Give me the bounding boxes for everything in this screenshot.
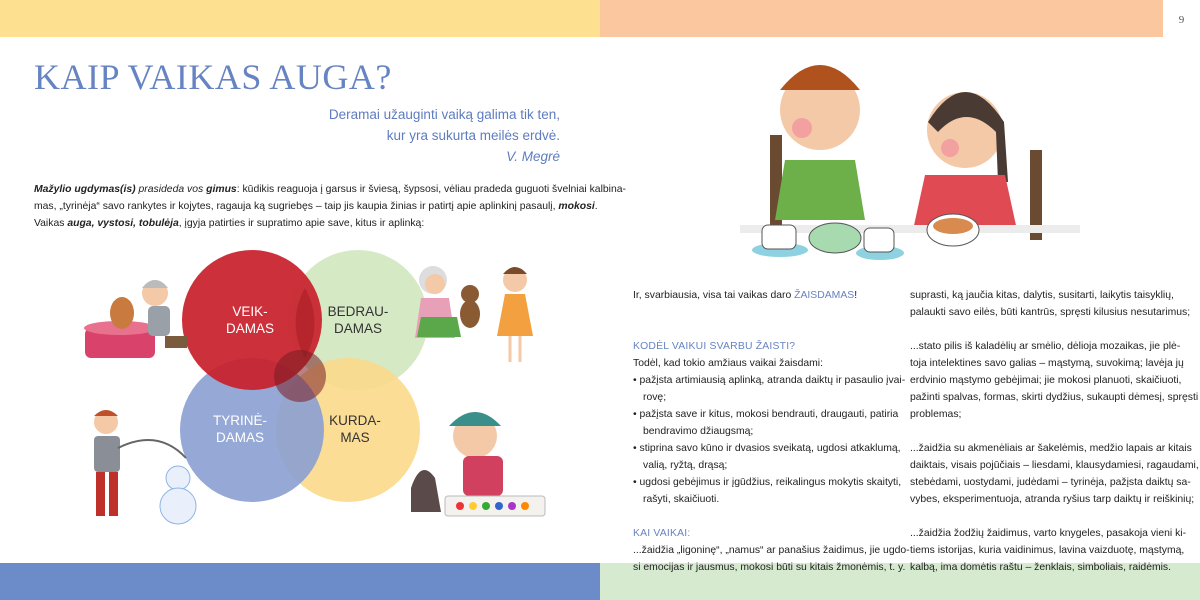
text-column-left (633, 287, 910, 576)
venn-label-tyrinedamas: TYRINĖ- DAMAS (213, 413, 267, 445)
paragraph-line: ...žaidžia žodžių žaidimus, varto knygeles, pasakoja vieni ki- (910, 528, 1187, 539)
venn-center (274, 350, 326, 402)
paragraph-line: stebėdami, uostydami, judėdami – tyrinėja, pažįsta daiktų sa- (910, 477, 1191, 488)
venn-label-kurdamas: KURDA- MAS (329, 413, 381, 445)
section-heading: KODĖL VAIKUI SVARBU ŽAISTI? (633, 341, 796, 352)
bottom-band-left (0, 563, 600, 600)
illustration-child-washing-dog (80, 268, 190, 363)
illustration-child-snowman (78, 408, 208, 533)
paragraph-line: ...žaidžia „ligoninę“, „namus“ ar panašius žaidimus, jie ugdo- (633, 545, 910, 556)
venn-diagram (170, 248, 430, 508)
illustration-children-with-teddy (415, 262, 545, 372)
paragraph-line: vybes, eksperimentuoja, atranda ryšius tarp daiktų ir reiškinių; (910, 494, 1195, 505)
bullet-line: valią, ryžtą, drąsą; (643, 460, 728, 471)
paragraph-line: Todėl, kad tokio amžiaus vaikai žaisdami: (633, 358, 824, 369)
paragraph-line: problemas; (910, 409, 962, 420)
bullet-line: bendravimo džiaugsmą; (643, 426, 754, 437)
paragraph-line: palaukti savo eilės, būti kantrūs, spręsti kilusius nesutarimus; (910, 307, 1191, 318)
paragraph-line: ...žaidžia su akmenėliais ar šakelėmis, medžio lapais ar kitais (910, 443, 1192, 454)
paragraph-line: kalbą, ima domėtis raštu – ženklais, simboliais, raidėmis. (910, 562, 1172, 573)
illustration-children-feeding (740, 50, 1080, 275)
paragraph-line: daiktais, visais pojūčiais – liesdami, klausydamiesi, ragaudami, (910, 460, 1199, 471)
page-number: 9 (1178, 14, 1185, 26)
venn-label-veikdamas: VEIK- DAMAS (225, 304, 274, 336)
lead-line: Ir, svarbiausia, visa tai vaikas daro ŽAISDAMAS! (633, 290, 858, 301)
epigraph-quote (300, 104, 560, 167)
paragraph-line: suprasti, ką jaučia kitas, dalytis, susitarti, laikytis taisyklių, (910, 290, 1174, 301)
intro-paragraph (34, 181, 626, 232)
page-title: KAIP VAIKAS AUGA? (34, 57, 392, 97)
top-band-left (0, 0, 600, 37)
bullet-line: • pažįsta save ir kitus, mokosi bendrauti, draugauti, patiria (633, 409, 899, 420)
illustration-child-painting (405, 408, 555, 523)
quote-author: V. Megrė (506, 149, 560, 164)
paragraph-line: tiems istorijas, kuria vaidinimus, lavina vaizduotę, mąstymą, (910, 545, 1185, 556)
top-band-right (600, 0, 1163, 37)
intro-line: Mažylio ugdymas(is) prasideda vos gimus: kūdikis reaguoja į garsus ir šviesą, šypsosi, vėliau pradeda guguoti švelniai kalbina- (34, 184, 626, 195)
paragraph-line: ...stato pilis iš kaladėlių ar smėlio, dėlioja mozaikas, jie plė- (910, 341, 1181, 352)
bullet-line: rovę; (643, 392, 667, 403)
intro-line: mas, „tyrinėja“ savo rankytes ir kojytes, ragauja ką sugriebęs – taip jis kaupia žinias ir patirtį apie aplinkinį pasaulį, mokosi. (34, 201, 598, 212)
paragraph-line: toja intelektines savo galias – mąstymą, suvokimą; lavėja jų (910, 358, 1184, 369)
quote-line: Deramai užauginti vaiką galima tik ten, (328, 107, 560, 122)
bullet-line: • ugdosi gebėjimus ir įgūdžius, reikalingus mokytis skaityti, (633, 477, 902, 488)
paragraph-line: si emocijas ir jausmus, mokosi būti su kitais žmonėmis, t. y. (633, 562, 906, 573)
bullet-line: • pažįsta artimiausią aplinką, atranda daiktų ir pasaulio įvai- (633, 375, 906, 386)
section-heading: KAI VAIKAI: (633, 528, 691, 539)
quote-line: kur yra sukurta meilės erdvė. (386, 128, 560, 143)
text-column-right (910, 287, 1199, 576)
bullet-line: • stiprina savo kūno ir dvasios sveikatą, ugdosi atkaklumą, (633, 443, 901, 454)
intro-line: Vaikas auga, vystosi, tobulėja, įgyja patirties ir supratimo apie save, kitus ir aplinką: (34, 218, 425, 229)
paragraph-line: pažinti spalvas, formas, skirti dydžius, sukaupti dėmesį, spręsti (910, 392, 1199, 403)
bullet-line: rašyti, skaičiuoti. (643, 494, 720, 505)
venn-label-bendraudamas: BEDRAU- DAMAS (327, 304, 389, 336)
paragraph-line: erdvinio mąstymo gebėjimai; jie mokosi planuoti, skaičiuoti, (910, 375, 1182, 386)
